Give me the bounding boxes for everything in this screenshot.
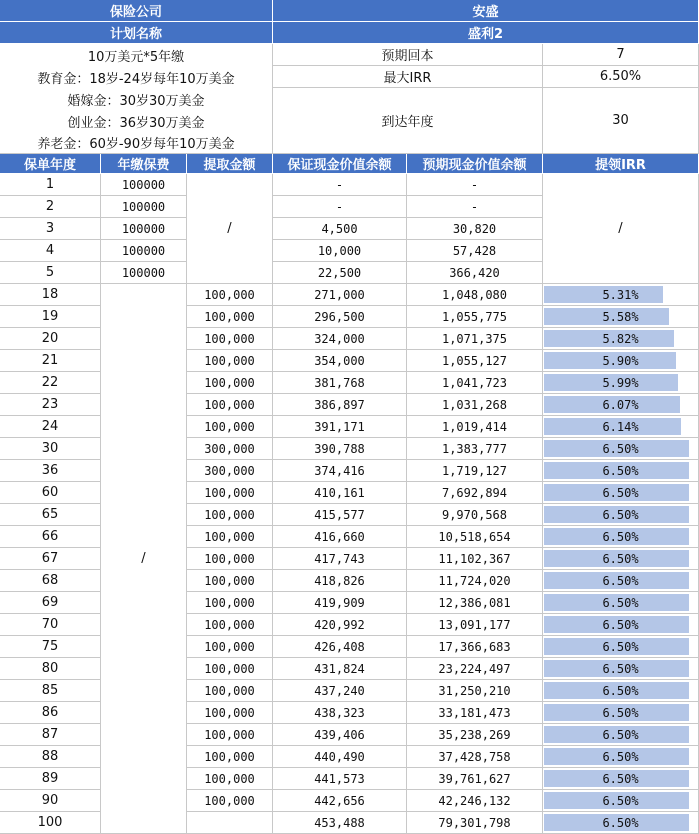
expected-value-cell: 31,250,210 <box>407 680 543 702</box>
policy-year-cell: 20 <box>0 328 101 350</box>
reach-year-label: 到达年度 <box>273 88 543 154</box>
irr-value: 6.50% <box>602 705 639 720</box>
guaranteed-value-cell: - <box>273 196 407 218</box>
premium-merged-slash: / <box>101 284 187 834</box>
plan-description-line: 10万美元*5年缴 <box>0 44 273 66</box>
irr-value: 5.82% <box>602 331 639 346</box>
irr-cell <box>543 306 699 328</box>
policy-year-cell: 85 <box>0 680 101 702</box>
policy-year-cell: 90 <box>0 790 101 812</box>
policy-year-cell: 68 <box>0 570 101 592</box>
expected-value-cell: 1,041,723 <box>407 372 543 394</box>
irr-value: 5.90% <box>602 353 639 368</box>
expected-value-cell: 17,366,683 <box>407 636 543 658</box>
expected-value-cell: 12,386,081 <box>407 592 543 614</box>
irr-value: 5.99% <box>602 375 639 390</box>
guaranteed-value-cell: 440,490 <box>273 746 407 768</box>
withdrawal-amount-cell: 100,000 <box>187 504 273 526</box>
guaranteed-value-cell: 438,323 <box>273 702 407 724</box>
policy-year-cell: 30 <box>0 438 101 460</box>
guaranteed-value-cell: 439,406 <box>273 724 407 746</box>
irr-cell <box>543 548 699 570</box>
guaranteed-value-cell: 418,826 <box>273 570 407 592</box>
plan-value: 盛利2 <box>273 22 699 44</box>
irr-cell <box>543 702 699 724</box>
guaranteed-value-cell: 431,824 <box>273 658 407 680</box>
withdrawal-amount-cell: 100,000 <box>187 482 273 504</box>
guaranteed-value-cell: 10,000 <box>273 240 407 262</box>
premium-cell: 100000 <box>101 174 187 196</box>
column-header: 提取金额 <box>187 154 273 174</box>
guaranteed-value-cell: 391,171 <box>273 416 407 438</box>
withdrawal-amount-cell: 100,000 <box>187 768 273 790</box>
withdrawal-amount-cell: 100,000 <box>187 790 273 812</box>
irr-value: 6.50% <box>602 595 639 610</box>
policy-year-cell: 87 <box>0 724 101 746</box>
company-label: 保险公司 <box>0 0 273 22</box>
irr-value: 6.50% <box>602 749 639 764</box>
guaranteed-value-cell: 374,416 <box>273 460 407 482</box>
withdrawal-amount-cell: 300,000 <box>187 438 273 460</box>
irr-value: 6.14% <box>602 419 639 434</box>
irr-value: 6.50% <box>602 617 639 632</box>
expected-value-cell: 366,420 <box>407 262 543 284</box>
irr-cell <box>543 504 699 526</box>
irr-cell <box>543 724 699 746</box>
expected-value-cell: 57,428 <box>407 240 543 262</box>
policy-year-cell: 23 <box>0 394 101 416</box>
irr-value: 6.50% <box>602 639 639 654</box>
withdrawal-amount-cell: 100,000 <box>187 526 273 548</box>
irr-value: 6.50% <box>602 683 639 698</box>
expected-value-cell: 30,820 <box>407 218 543 240</box>
column-header: 保证现金价值余额 <box>273 154 407 174</box>
policy-year-cell: 22 <box>0 372 101 394</box>
guaranteed-value-cell: 324,000 <box>273 328 407 350</box>
company-value: 安盛 <box>273 0 699 22</box>
withdrawal-amount-cell: 100,000 <box>187 636 273 658</box>
policy-year-cell: 100 <box>0 812 101 834</box>
premium-cell: 100000 <box>101 196 187 218</box>
guaranteed-value-cell: 442,656 <box>273 790 407 812</box>
irr-cell <box>543 482 699 504</box>
withdrawal-amount-cell <box>187 812 273 834</box>
withdrawal-amount-cell: 100,000 <box>187 328 273 350</box>
irr-value: 5.31% <box>602 287 639 302</box>
guaranteed-value-cell: 419,909 <box>273 592 407 614</box>
policy-year-cell: 65 <box>0 504 101 526</box>
irr-cell <box>543 812 699 834</box>
irr-value: 5.58% <box>602 309 639 324</box>
irr-cell <box>543 460 699 482</box>
withdrawal-amount-cell: 100,000 <box>187 570 273 592</box>
withdrawal-amount-cell: 100,000 <box>187 416 273 438</box>
expected-value-cell: 1,071,375 <box>407 328 543 350</box>
expected-value-cell: 23,224,497 <box>407 658 543 680</box>
withdrawal-amount-cell: 100,000 <box>187 350 273 372</box>
irr-cell <box>543 328 699 350</box>
policy-year-cell: 5 <box>0 262 101 284</box>
expected-value-cell: 37,428,758 <box>407 746 543 768</box>
policy-year-cell: 67 <box>0 548 101 570</box>
policy-year-cell: 2 <box>0 196 101 218</box>
expected-value-cell: 79,301,798 <box>407 812 543 834</box>
premium-cell: 100000 <box>101 240 187 262</box>
policy-year-cell: 18 <box>0 284 101 306</box>
policy-year-cell: 88 <box>0 746 101 768</box>
withdrawal-amount-cell: 300,000 <box>187 460 273 482</box>
guaranteed-value-cell: 4,500 <box>273 218 407 240</box>
irr-value: 6.50% <box>602 771 639 786</box>
withdrawal-amount-cell: 100,000 <box>187 746 273 768</box>
withdrawal-amount-cell: 100,000 <box>187 724 273 746</box>
expected-value-cell: 10,518,654 <box>407 526 543 548</box>
irr-cell <box>543 658 699 680</box>
guaranteed-value-cell: 420,992 <box>273 614 407 636</box>
irr-value: 6.50% <box>602 661 639 676</box>
irr-value: 6.50% <box>602 551 639 566</box>
guaranteed-value-cell: 271,000 <box>273 284 407 306</box>
irr-cell <box>543 614 699 636</box>
irr-value: 6.50% <box>602 815 639 830</box>
guaranteed-value-cell: 381,768 <box>273 372 407 394</box>
expected-value-cell: 39,761,627 <box>407 768 543 790</box>
column-header: 保单年度 <box>0 154 101 174</box>
guaranteed-value-cell: 354,000 <box>273 350 407 372</box>
withdrawal-amount-cell: 100,000 <box>187 306 273 328</box>
withdrawal-merged-slash: / <box>187 174 273 284</box>
withdrawal-amount-cell: 100,000 <box>187 284 273 306</box>
policy-year-cell: 80 <box>0 658 101 680</box>
guaranteed-value-cell: - <box>273 174 407 196</box>
irr-value: 6.07% <box>602 397 639 412</box>
plan-description-line: 婚嫁金：30岁30万美金 <box>0 88 273 110</box>
irr-cell <box>543 350 699 372</box>
policy-year-cell: 89 <box>0 768 101 790</box>
column-header: 提领IRR <box>543 154 699 174</box>
column-header: 预期现金价值余额 <box>407 154 543 174</box>
withdrawal-amount-cell: 100,000 <box>187 372 273 394</box>
policy-year-cell: 1 <box>0 174 101 196</box>
irr-cell <box>543 394 699 416</box>
expected-value-cell: 1,019,414 <box>407 416 543 438</box>
guaranteed-value-cell: 416,660 <box>273 526 407 548</box>
max-irr-label: 最大IRR <box>273 66 543 88</box>
withdrawal-amount-cell: 100,000 <box>187 680 273 702</box>
plan-description-line: 创业金：36岁30万美金 <box>0 110 273 132</box>
expected-value-cell: 1,055,775 <box>407 306 543 328</box>
expected-value-cell: 7,692,894 <box>407 482 543 504</box>
irr-value: 6.50% <box>602 463 639 478</box>
policy-year-cell: 4 <box>0 240 101 262</box>
withdrawal-amount-cell: 100,000 <box>187 614 273 636</box>
policy-year-cell: 69 <box>0 592 101 614</box>
irr-cell <box>543 416 699 438</box>
guaranteed-value-cell: 296,500 <box>273 306 407 328</box>
irr-cell <box>543 526 699 548</box>
irr-cell <box>543 570 699 592</box>
guaranteed-value-cell: 415,577 <box>273 504 407 526</box>
withdrawal-amount-cell: 100,000 <box>187 394 273 416</box>
irr-cell <box>543 680 699 702</box>
irr-value: 6.50% <box>602 507 639 522</box>
expected-value-cell: 35,238,269 <box>407 724 543 746</box>
withdrawal-amount-cell: 100,000 <box>187 658 273 680</box>
policy-year-cell: 60 <box>0 482 101 504</box>
expected-value-cell: 1,048,080 <box>407 284 543 306</box>
irr-cell <box>543 438 699 460</box>
withdrawal-amount-cell: 100,000 <box>187 548 273 570</box>
expected-value-cell: 13,091,177 <box>407 614 543 636</box>
irr-value: 6.50% <box>602 793 639 808</box>
expected-value-cell: 1,383,777 <box>407 438 543 460</box>
policy-year-cell: 66 <box>0 526 101 548</box>
guaranteed-value-cell: 441,573 <box>273 768 407 790</box>
expected-value-cell: - <box>407 174 543 196</box>
irr-value: 6.50% <box>602 529 639 544</box>
expected-value-cell: 1,719,127 <box>407 460 543 482</box>
irr-cell <box>543 790 699 812</box>
irr-cell <box>543 768 699 790</box>
policy-year-cell: 70 <box>0 614 101 636</box>
guaranteed-value-cell: 386,897 <box>273 394 407 416</box>
plan-description-line: 养老金：60岁-90岁每年10万美金 <box>0 132 273 154</box>
reach-year-value: 30 <box>543 88 699 154</box>
policy-year-cell: 24 <box>0 416 101 438</box>
expected-value-cell: 11,102,367 <box>407 548 543 570</box>
expected-value-cell: 42,246,132 <box>407 790 543 812</box>
irr-cell <box>543 746 699 768</box>
irr-cell <box>543 372 699 394</box>
payback-value: 7 <box>543 44 699 66</box>
payback-label: 预期回本 <box>273 44 543 66</box>
withdrawal-amount-cell: 100,000 <box>187 702 273 724</box>
guaranteed-value-cell: 22,500 <box>273 262 407 284</box>
expected-value-cell: 11,724,020 <box>407 570 543 592</box>
policy-year-cell: 3 <box>0 218 101 240</box>
irr-cell <box>543 284 699 306</box>
irr-value: 6.50% <box>602 573 639 588</box>
guaranteed-value-cell: 437,240 <box>273 680 407 702</box>
irr-cell <box>543 592 699 614</box>
irr-cell <box>543 636 699 658</box>
irr-value: 6.50% <box>602 485 639 500</box>
column-header: 年缴保费 <box>101 154 187 174</box>
expected-value-cell: 1,031,268 <box>407 394 543 416</box>
withdrawal-amount-cell: 100,000 <box>187 592 273 614</box>
irr-value: 6.50% <box>602 441 639 456</box>
irr-merged-slash: / <box>543 174 699 284</box>
expected-value-cell: 1,055,127 <box>407 350 543 372</box>
plan-description-line: 教育金：18岁-24岁每年10万美金 <box>0 66 273 88</box>
policy-year-cell: 21 <box>0 350 101 372</box>
guaranteed-value-cell: 410,161 <box>273 482 407 504</box>
guaranteed-value-cell: 426,408 <box>273 636 407 658</box>
policy-year-cell: 86 <box>0 702 101 724</box>
premium-cell: 100000 <box>101 262 187 284</box>
plan-label: 计划名称 <box>0 22 273 44</box>
guaranteed-value-cell: 390,788 <box>273 438 407 460</box>
expected-value-cell: 9,970,568 <box>407 504 543 526</box>
premium-cell: 100000 <box>101 218 187 240</box>
policy-year-cell: 75 <box>0 636 101 658</box>
expected-value-cell: - <box>407 196 543 218</box>
expected-value-cell: 33,181,473 <box>407 702 543 724</box>
guaranteed-value-cell: 453,488 <box>273 812 407 834</box>
guaranteed-value-cell: 417,743 <box>273 548 407 570</box>
policy-year-cell: 19 <box>0 306 101 328</box>
policy-year-cell: 36 <box>0 460 101 482</box>
max-irr-value: 6.50% <box>543 66 699 88</box>
irr-value: 6.50% <box>602 727 639 742</box>
